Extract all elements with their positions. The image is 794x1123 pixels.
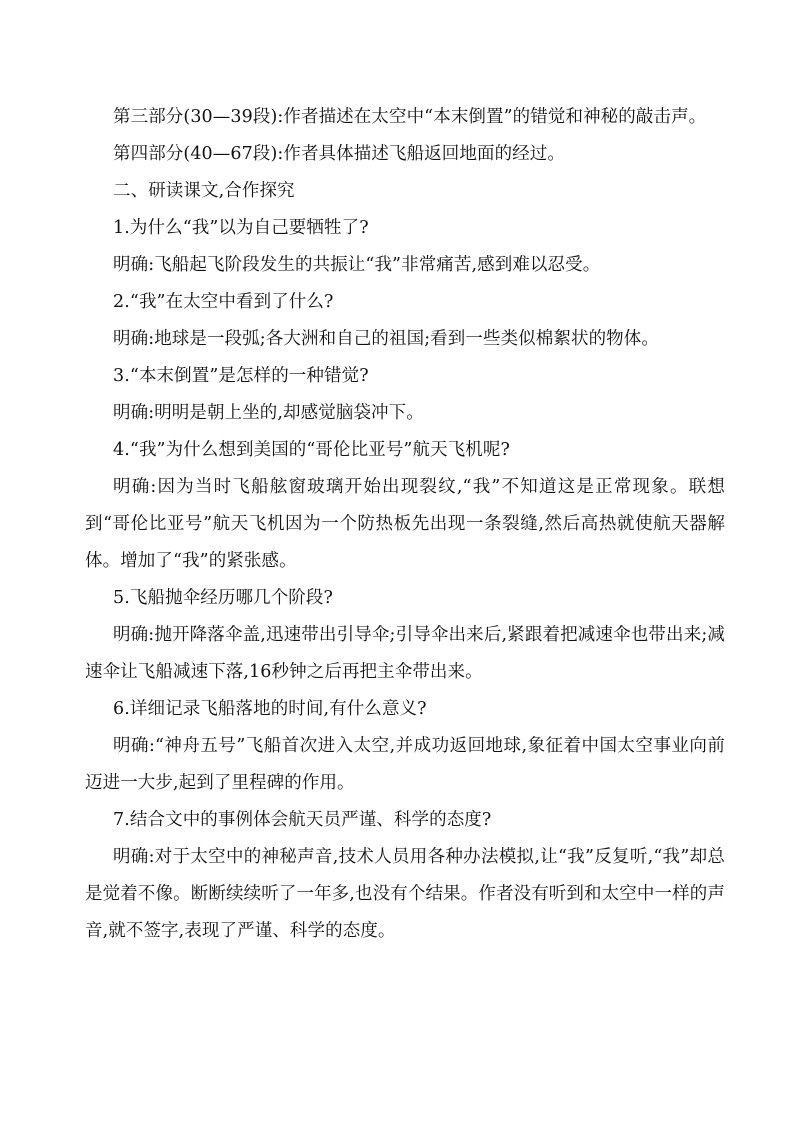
question-3: 3.“本末倒置”是怎样的一种错觉? xyxy=(113,366,369,386)
question-4: 4.“我”为什么想到美国的“哥伦比亚号”航天飞机呢? xyxy=(113,440,510,460)
answer-5: 明确:抛开降落伞盖,迅速带出引导伞;引导伞出来后,紧跟着把减速伞也带出来;减速伞让飞船减速下落,16秒钟之后再把主伞带出来。 xyxy=(85,625,725,682)
answer-2: 明确:地球是一段弧;各大洲和自己的祖国;看到一些类似棉絮状的物体。 xyxy=(113,329,659,349)
question-2: 2.“我”在太空中看到了什么? xyxy=(113,292,334,312)
section-heading: 二、研读课文,合作探究 xyxy=(113,181,295,201)
outline-part-four: 第四部分(40—67段):作者具体描述飞船返回地面的经过。 xyxy=(113,144,565,164)
outline-part-three: 第三部分(30—39段):作者描述在太空中“本末倒置”的错觉和神秘的敲击声。 xyxy=(113,107,707,127)
answer-4: 明确:因为当时飞船舷窗玻璃开始出现裂纹,“我”不知道这是正常现象。联想到“哥伦比亚号”航天飞机因为一个防热板先出现一条裂缝,然后高热就使航天器解体。增加了“我”的紧张感。 xyxy=(85,477,725,571)
question-7: 7.结合文中的事例体会航天员严谨、科学的态度? xyxy=(113,810,492,830)
document-body xyxy=(85,99,725,950)
answer-1: 明确:飞船起飞阶段发生的共振让“我”非常痛苦,感到难以忍受。 xyxy=(113,255,601,275)
answer-6: 明确:“神舟五号”飞船首次进入太空,并成功返回地球,象征着中国太空事业向前迈进一大步,起到了里程碑的作用。 xyxy=(85,736,725,793)
question-1: 1.为什么“我”以为自己要牺牲了? xyxy=(113,218,369,238)
question-5: 5.飞船抛伞经历哪几个阶段? xyxy=(113,588,333,608)
question-6: 6.详细记录飞船落地的时间,有什么意义? xyxy=(113,699,427,719)
answer-7: 明确:对于太空中的神秘声音,技术人员用各种办法模拟,让“我”反复听,“我”却总是觉着不像。断断续续听了一年多,也没有个结果。作者没有听到和太空中一样的声音,就不签字,表现了严谨、科学的态度。 xyxy=(85,847,725,941)
answer-3: 明确:明明是朝上坐的,却感觉脑袋冲下。 xyxy=(113,403,424,423)
